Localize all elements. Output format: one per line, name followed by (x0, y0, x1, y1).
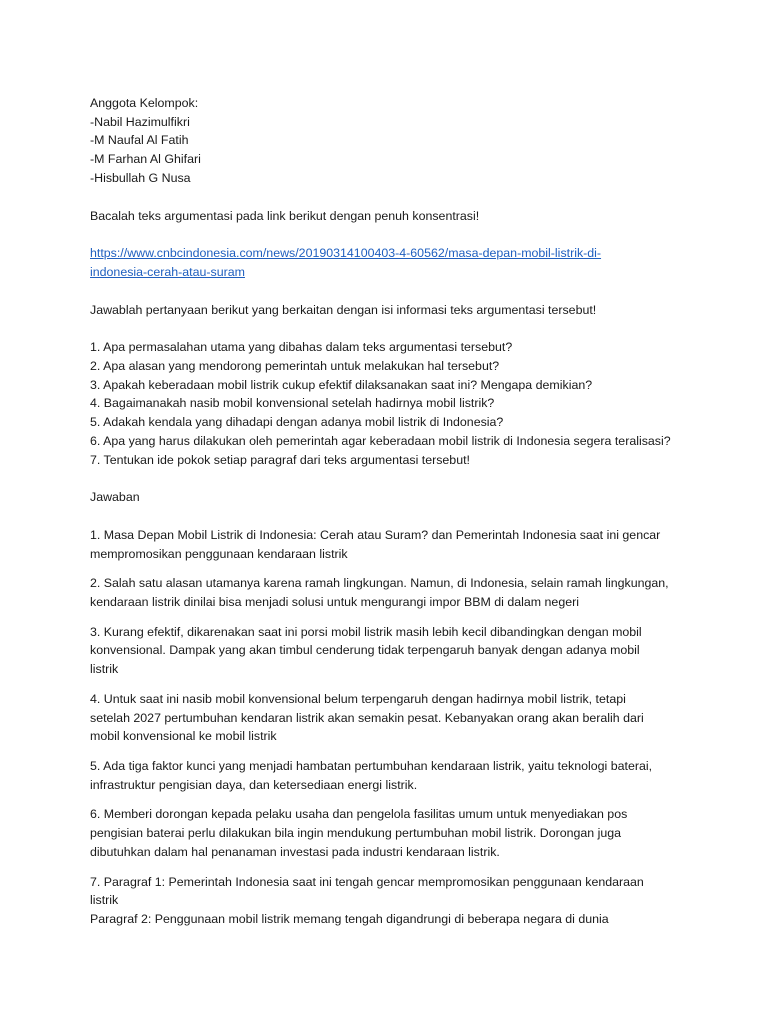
answer-line: listrik (90, 893, 119, 908)
answer-item (90, 690, 708, 746)
article-link-line1[interactable]: https://www.cnbcindonesia.com/news/20190314100403-4-60562/masa-depan-mobil-listrik-di- (90, 246, 602, 261)
answer-item (90, 805, 708, 861)
answer-line: 3. Kurang efektif, dikarenakan saat ini porsi mobil listrik masih lebih kecil dibandingkan dengan mobil (90, 624, 642, 639)
answer-line: 1. Masa Depan Mobil Listrik di Indonesia: Cerah atau Suram? dan Pemerintah Indonesia saat ini gencar (90, 527, 661, 542)
question-prompt: Jawablah pertanyaan berikut yang berkaitan dengan isi informasi teks argumentasi tersebut! (90, 302, 597, 317)
member-name: -M Naufal Al Fatih (90, 133, 189, 148)
answer-line: infrastruktur pengisian daya, dan ketersediaan energi listrik. (90, 777, 418, 792)
question-list (90, 338, 708, 469)
question-item: 5. Adakah kendala yang dihadapi dengan adanya mobil listrik di Indonesia? (90, 415, 504, 430)
question-item: 4. Bagaimanakah nasib mobil konvensional setelah hadirnya mobil listrik? (90, 396, 495, 411)
answer-line: 5. Ada tiga faktor kunci yang menjadi hambatan pertumbuhan kendaraan listrik, yaitu teknologi baterai, (90, 758, 653, 773)
answer-item (90, 526, 708, 563)
answer-line: 6. Memberi dorongan kepada pelaku usaha dan pengelola fasilitas umum untuk menyediakan pos (90, 807, 628, 822)
answer-item (90, 574, 708, 611)
answer-line: kendaraan listrik dinilai bisa menjadi solusi untuk mengurangi impor BBM di dalam negeri (90, 595, 579, 610)
answer-line: mempromosikan penggunaan kendaraan listrik (90, 546, 348, 561)
answer-line: 7. Paragraf 1: Pemerintah Indonesia saat ini tengah gencar mempromosikan penggunaan kendaraan (90, 874, 644, 889)
answer-line: setelah 2027 pertumbuhan kendaran listrik akan semakin pesat. Kebanyakan orang akan beralih dari (90, 710, 644, 725)
member-name: -M Farhan Al Ghifari (90, 152, 201, 167)
answer-line: pengisian baterai perlu dilakukan bila ingin mendukung pertumbuhan mobil listrik. Dorongan juga (90, 826, 622, 841)
answer-line: dibutuhkan dalam hal penanaman investasi pada industri kendaraan listrik. (90, 844, 500, 859)
answer-line: 2. Salah satu alasan utamanya karena ramah lingkungan. Namun, di Indonesia, selain ramah lingkungan, (90, 576, 669, 591)
member-name: -Hisbullah G Nusa (90, 170, 191, 185)
member-name: -Nabil Hazimulfikri (90, 114, 190, 129)
question-item: 2. Apa alasan yang mendorong pemerintah untuk melakukan hal tersebut? (90, 359, 500, 374)
question-item: 1. Apa permasalahan utama yang dibahas dalam teks argumentasi tersebut? (90, 340, 513, 355)
answer-line: listrik (90, 662, 119, 677)
answer-item (90, 873, 708, 929)
question-item: 6. Apa yang harus dilakukan oleh pemerintah agar keberadaan mobil listrik di Indonesia segera teralisasi? (90, 433, 671, 448)
instruction-text: Bacalah teks argumentasi pada link berikut dengan penuh konsentrasi! (90, 208, 480, 223)
answers-heading: Jawaban (90, 490, 140, 505)
members-section (90, 94, 708, 188)
answer-line: mobil konvensional ke mobil listrik (90, 729, 277, 744)
question-item: 7. Tentukan ide pokok setiap paragraf dari teks argumentasi tersebut! (90, 452, 470, 467)
question-item: 3. Apakah keberadaan mobil listrik cukup efektif dilaksanakan saat ini? Mengapa demikian? (90, 377, 593, 392)
article-link[interactable] (90, 244, 708, 281)
answer-line: konvensional. Dampak yang akan timbul cenderung tidak terpengaruh banyak dengan adanya mobil (90, 643, 640, 658)
members-heading: Anggota Kelompok: (90, 96, 199, 110)
article-link-line2[interactable]: indonesia-cerah-atau-suram (90, 264, 245, 279)
answer-item (90, 623, 708, 679)
answer-item (90, 757, 708, 794)
answer-line: Paragraf 2: Penggunaan mobil listrik memang tengah digandrungi di beberapa negara di dunia (90, 911, 609, 926)
answer-line: 4. Untuk saat ini nasib mobil konvensional belum terpengaruh dengan hadirnya mobil listrik, tetapi (90, 691, 626, 706)
